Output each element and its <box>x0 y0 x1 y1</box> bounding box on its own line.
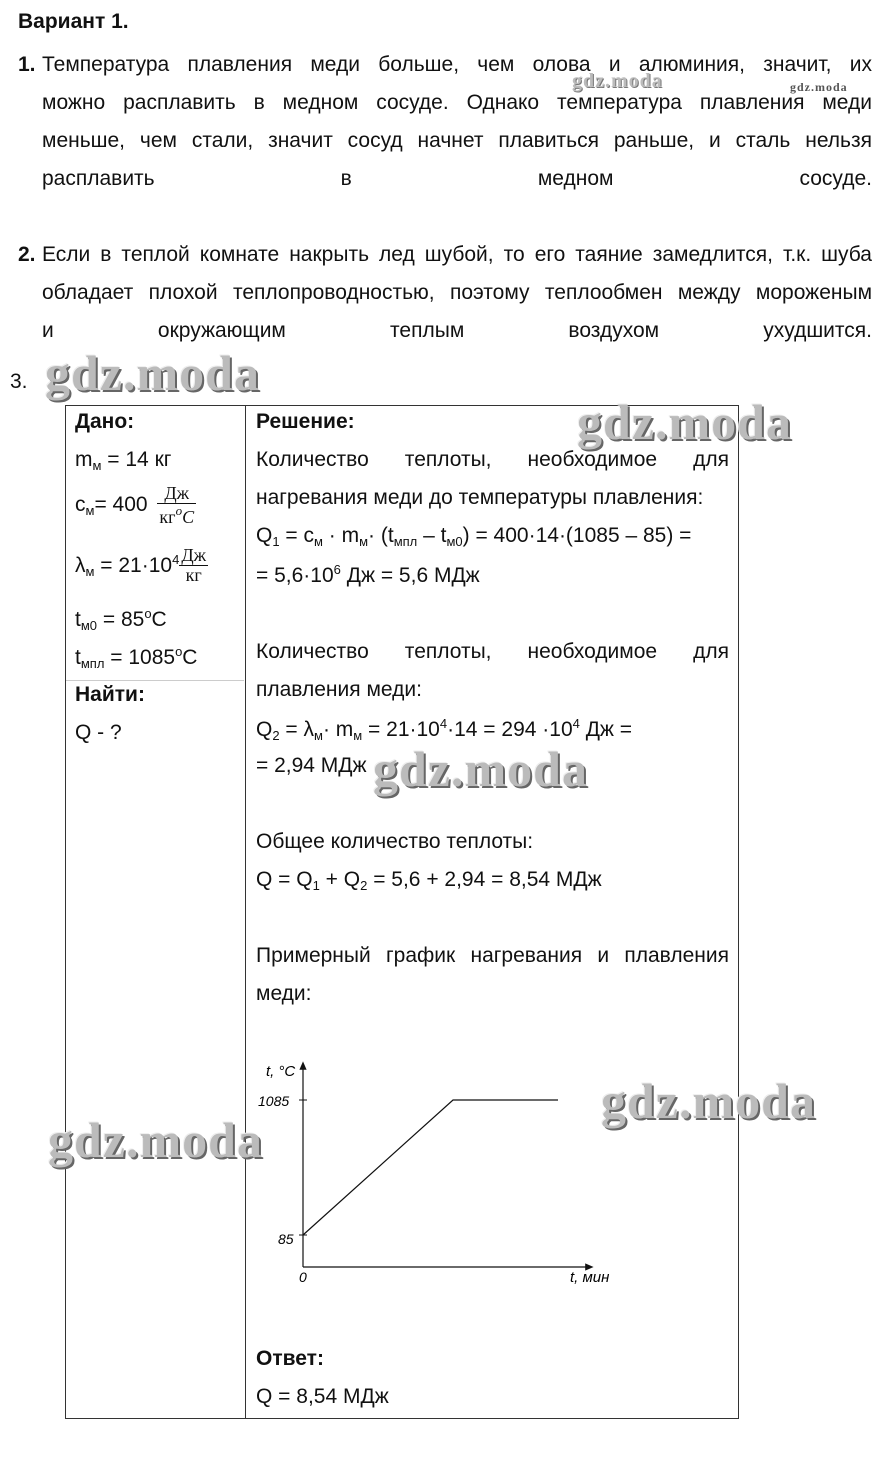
latent-heat-unit: $\frac{Дж}{кг}$ <box>181 545 207 585</box>
problem-1-line-2: можно расплавить в медном сосуде. Однако температура плавления меди <box>42 91 872 114</box>
problem-2-line-1: Если в теплой комнате накрыть лед шубой, то его таяние замедлится, т.к. шуба <box>42 243 872 266</box>
problem-3-number: 3. <box>10 370 28 393</box>
given-find-divider <box>66 680 244 681</box>
watermark: gdz.moda <box>48 1112 263 1168</box>
watermark: gdz.moda <box>572 70 663 92</box>
solution-step-3-line-1: Общее количество теплоты: <box>256 830 534 853</box>
watermark: gdz.moda <box>790 80 848 94</box>
given-header: Дано: <box>75 410 135 433</box>
y-tick-label-1085: 1085 <box>258 1093 290 1109</box>
variant-title: Вариант 1. <box>18 10 129 33</box>
solution-step-2-result: = 2,94 МДж <box>256 754 367 777</box>
solution-step-2-line-1: Количество теплоты, необходимое для <box>256 640 729 663</box>
given-initial-temp: $t_{м0} = 85^oC$ <box>75 606 167 633</box>
given-melting-temp: $t_{мпл} = 1085^oC$ <box>75 644 198 671</box>
watermark: gdz.moda <box>601 1073 816 1129</box>
y-tick-label-85: 85 <box>278 1231 294 1247</box>
solution-step-3-formula: $Q = Q_1 + Q_2 = 5,6 + 2,94 = 8,54$ МДж <box>256 868 602 893</box>
problem-1-line-4: расплавить в медном сосуде. <box>42 167 872 190</box>
answer-value: Q = 8,54 МДж <box>256 1385 389 1408</box>
find-header: Найти: <box>75 683 145 706</box>
watermark: gdz.moda <box>577 394 792 450</box>
specific-heat-unit: $\frac{Дж}{кг^oC}$ <box>159 483 195 527</box>
graph-caption-line-1: Примерный график нагревания и плавления <box>256 944 729 967</box>
given-latent-heat: $\lambda_м = 21\cdot 10^4$ $\frac{Дж}{кг}$ <box>75 545 207 585</box>
solution-step-2-line-2: плавления меди: <box>256 678 422 701</box>
solution-header: Решение: <box>256 410 355 433</box>
answer-header: Ответ: <box>256 1347 324 1370</box>
heating-melting-chart <box>240 1055 640 1295</box>
problem-1-line-3: меньше, чем стали, значит сосуд начнет плавиться раньше, и сталь нельзя <box>42 129 872 152</box>
problem-1-line-1: Температура плавления меди больше, чем олова и алюминия, значит, их <box>42 53 872 76</box>
given-specific-heat: $c_м= 400$ $\frac{Дж}{кг^oC}$ <box>75 483 195 527</box>
problem-1-number: 1. <box>18 53 36 76</box>
watermark: gdz.moda <box>45 345 260 401</box>
graph-caption-line-2: меди: <box>256 982 312 1005</box>
solution-step-1-formula: $Q_1 = c_м \cdot m_м\cdot (t_{мпл} - t_{м0}) = 400\cdot 14\cdot(1085 - 85)$ = <box>256 524 692 549</box>
y-axis-label: t, °C <box>266 1063 296 1080</box>
origin-label: 0 <box>299 1269 307 1285</box>
problem-2-line-2: обладает плохой теплопроводностью, поэтому теплообмен между мороженым <box>42 281 872 304</box>
solution-step-2-formula: $Q_2 = \lambda_м\cdot m_м = 21\cdot 10^4\cdot 14 = 294 \cdot 10^4$ Дж = <box>256 716 633 743</box>
x-axis-label: t, мин <box>570 1269 610 1286</box>
solution-step-1-line-1: Количество теплоты, необходимое для <box>256 448 729 471</box>
solution-step-1-line-2: нагревания меди до температуры плавления: <box>256 486 704 509</box>
series-line <box>303 1100 558 1235</box>
problem-2-line-3: и окружающим теплым воздухом ухудшится. <box>42 319 872 342</box>
given-mass: $m_м = 14$ кг <box>75 448 172 473</box>
problem-2-number: 2. <box>18 243 36 266</box>
watermark: gdz.moda <box>373 741 588 797</box>
find-value: Q - ? <box>75 721 122 744</box>
solution-step-1-result: = $5,6\cdot 10^6$ Дж = 5,6 МДж <box>256 562 480 587</box>
